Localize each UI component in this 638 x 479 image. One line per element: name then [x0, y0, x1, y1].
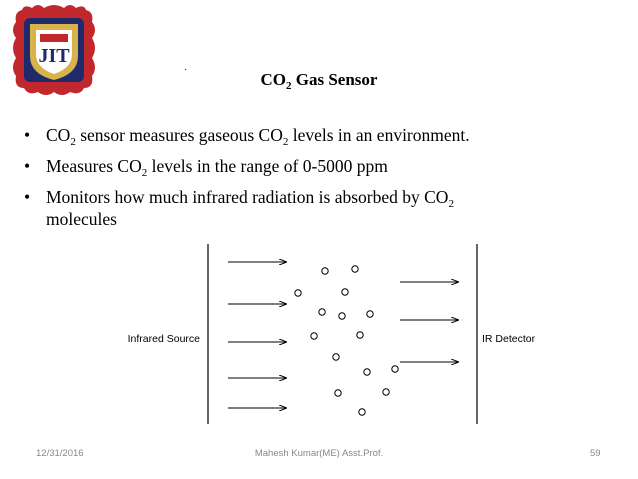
footer-page-number: 59	[590, 448, 601, 459]
footer-date: 12/31/2016	[36, 448, 84, 459]
co2-molecule	[367, 311, 373, 317]
co2-molecule	[364, 369, 370, 375]
bullet-marker: •	[24, 156, 31, 176]
logo-text: JIT	[38, 45, 70, 67]
bullet-text: sensor measures gaseous CO	[75, 125, 283, 145]
bullet-subscript: 2	[70, 136, 76, 148]
title-subscript: 2	[286, 80, 292, 92]
co2-molecule	[295, 290, 301, 296]
bullet-subscript: 2	[282, 136, 289, 148]
outgoing-ir-arrows	[400, 282, 458, 362]
incoming-ir-arrows	[228, 262, 286, 408]
footer-author: Mahesh Kumar(ME) Asst.Prof.	[254, 448, 384, 459]
co2-molecule	[352, 266, 358, 272]
bullet-item	[22, 124, 622, 146]
ir-detector-label: IR Detector	[482, 333, 536, 345]
bullet-text: Monitors how much infrared radiation is absorbed by CO	[46, 187, 449, 207]
co2-molecule	[335, 390, 341, 396]
title-suffix: Gas Sensor	[291, 70, 378, 89]
bullet-marker: •	[24, 187, 31, 207]
bullet-subscript: 2	[141, 167, 148, 179]
co2-molecule	[311, 333, 317, 339]
bullet-text: Measures CO	[46, 156, 142, 176]
infrared-source-label: Infrared Source	[127, 333, 200, 345]
bullet-item	[22, 186, 622, 230]
bullet-subscript: 2	[448, 198, 454, 210]
co2-molecule	[392, 366, 398, 372]
bullet-text: CO	[46, 125, 71, 145]
co2-molecule	[339, 313, 345, 319]
co2-molecules	[295, 266, 398, 415]
co2-molecule	[383, 389, 389, 395]
co2-molecule	[357, 332, 363, 338]
bullet-text: levels in an environment.	[288, 125, 470, 145]
slide-title	[0, 70, 638, 90]
co2-molecule	[322, 268, 328, 274]
co2-molecule	[342, 289, 348, 295]
co2-molecule	[333, 354, 339, 360]
sensor-diagram	[0, 238, 638, 428]
bullet-text: levels in the range of 0-5000 ppm	[147, 156, 388, 176]
bullet-list	[22, 124, 622, 239]
bullet-item	[22, 155, 622, 177]
slide-mark: ·	[184, 64, 188, 75]
co2-molecule	[319, 309, 325, 315]
title-prefix: CO	[260, 70, 287, 89]
bullet-marker: •	[24, 125, 31, 145]
bullet-text: molecules	[46, 209, 117, 229]
co2-molecule	[359, 409, 365, 415]
